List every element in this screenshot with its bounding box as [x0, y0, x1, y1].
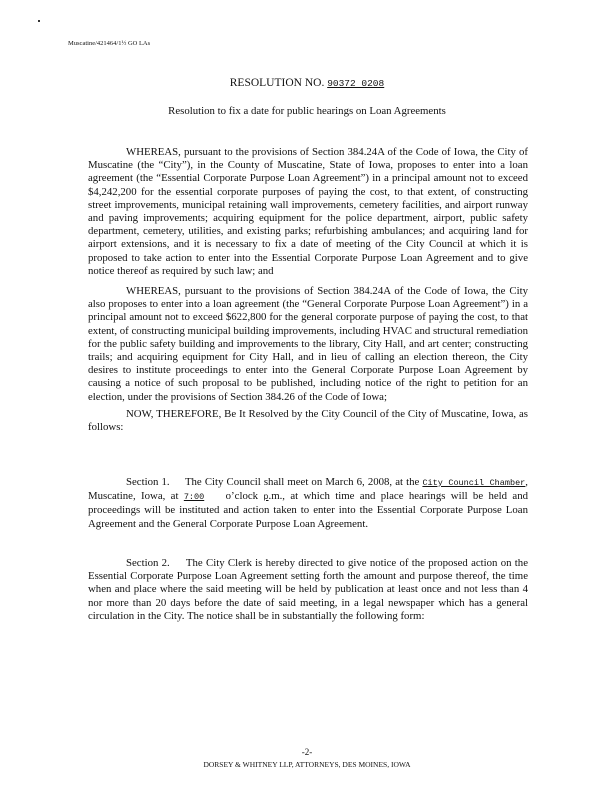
- whereas-paragraph-2: [88, 285, 528, 404]
- paragraph-text: WHEREAS, pursuant to the provisions of Section 384.24A of the Code of Iowa, the City also proposes to enter into a loan agreement (the “General Corporate Purpose Loan Agreement”) in a principal amount not to exceed $622,800 for the general corporate purpose of paying the cost, to that extent, of constructing municipal building improvements, including HVAC and structural remediation for the public safety building and improvements to the library, City Hall, and art center; constructing trails; and acquiring equipment for City Hall, and in lieu of calling an election thereon, the City desires to institute proceedings to enter into the General Corporate Purpose Loan Agreement by causing a notice of such proposal to be published, including notice of the right to petition for an election, under the provisions of Section 384.26 of the Code of Iowa;: [88, 285, 528, 403]
- am-pm-field: p: [263, 492, 269, 503]
- now-therefore-paragraph: [88, 408, 528, 434]
- meeting-time-field: 7:00: [183, 492, 205, 503]
- section1-mid1: , Muscatine, Iowa, at: [88, 476, 528, 503]
- resolution-number: 90372 0208: [327, 78, 385, 89]
- document-id: Muscatine/421464/1½ GO LAs: [68, 40, 151, 47]
- section-1: [88, 476, 528, 531]
- title-prefix: RESOLUTION NO.: [229, 77, 325, 89]
- page-number: -2-: [301, 747, 313, 757]
- scan-speck: [38, 20, 40, 22]
- paragraph-text: WHEREAS, pursuant to the provisions of Section 384.24A of the Code of Iowa, the City of Muscatine (the “City”), in the County of Muscatine, State of Iowa, proposes to enter into a loan agreement (the “Essential Corporate Purpose Loan Agreement”) in a principal amount not to exceed $4,242,200 for the essential corporate purposes of paying the cost, to that extent, of constructing street improvements, municipal retaining wall improvements, cemetery facilities, and airport runway and paving improvements; acquiring equipment for the police department, airport, public safety department, cemetery, utilities, and existing parks; refurbishing ambulances; and acquiring land for airport extensions, and it is necessary to fix a date of meeting of the City Council at which it is proposed to take action to enter into the Essential Corporate Purpose Loan Agreement and to give notice thereof as required by such law; and: [88, 146, 528, 277]
- section1-lead: Section 1. The City Council shall meet on March 6, 2008, at the: [126, 476, 420, 488]
- section2-text: Section 2. The City Clerk is hereby directed to give notice of the proposed action on the Essential Corporate Purpose Loan Agreement setting forth the amount and purpose thereof, the time when and place where the said meeting will be held by publication at least once and not less than 4 nor more than 20 days before the date of said meeting, in a legal newspaper which has a general circulation in the City. The notice shall be in substantially the following form:: [88, 557, 528, 622]
- whereas-paragraph-1: [88, 146, 528, 278]
- resolution-title: [0, 77, 614, 89]
- resolution-subtitle: Resolution to fix a date for public hearings on Loan Agreements: [168, 105, 446, 117]
- firm-footer: DORSEY & WHITNEY LLP, ATTORNEYS, DES MOINES, IOWA: [203, 760, 411, 769]
- paragraph-text: NOW, THEREFORE, Be It Resolved by the City Council of the City of Muscatine, Iowa, as follows:: [88, 408, 528, 434]
- meeting-place-field: City Council Chamber: [422, 478, 526, 488]
- section1-rest: .m., at which time and place hearings will be held and proceedings will be instituted and action taken to enter into the Essential Corporate Purpose Loan Agreement and the General Corporate Purpose Loan Agreement.: [88, 490, 529, 530]
- section1-mid2: o’clock: [225, 490, 259, 503]
- section-2: [88, 557, 528, 623]
